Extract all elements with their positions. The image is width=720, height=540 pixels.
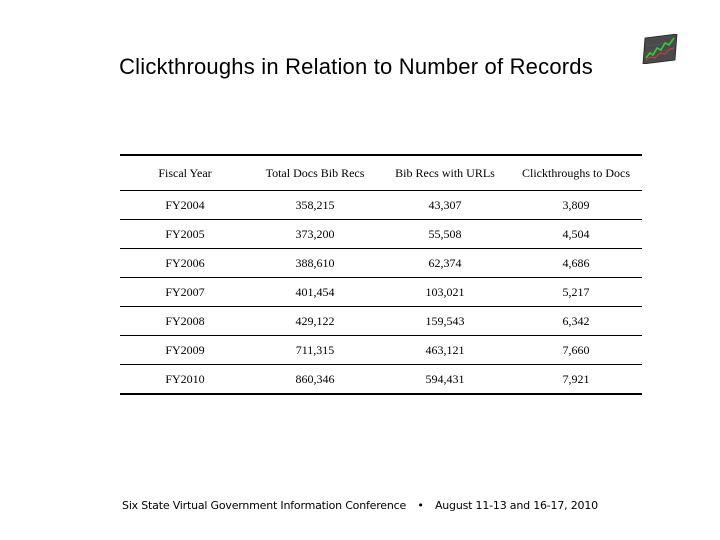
cell-bib-recs-urls: 55,508 <box>380 220 510 249</box>
cell-fiscal-year: FY2005 <box>120 220 250 249</box>
footer-dates: August 11-13 and 16-17, 2010 <box>434 499 598 512</box>
cell-clickthroughs: 4,504 <box>510 220 642 249</box>
cell-bib-recs-urls: 62,374 <box>380 249 510 278</box>
cell-bib-recs-urls: 43,307 <box>380 191 510 220</box>
cell-bib-recs-urls: 159,543 <box>380 307 510 336</box>
cell-total-docs: 429,122 <box>250 307 380 336</box>
cell-clickthroughs: 6,342 <box>510 307 642 336</box>
cell-clickthroughs: 7,921 <box>510 365 642 395</box>
table-row <box>120 278 642 307</box>
cell-total-docs: 373,200 <box>250 220 380 249</box>
cell-clickthroughs: 5,217 <box>510 278 642 307</box>
table-row <box>120 307 642 336</box>
footer-separator: • <box>417 499 424 512</box>
table-row <box>120 336 642 365</box>
header-fiscal-year: Fiscal Year <box>120 155 250 191</box>
cell-clickthroughs: 7,660 <box>510 336 642 365</box>
table-row <box>120 220 642 249</box>
cell-bib-recs-urls: 103,021 <box>380 278 510 307</box>
table-row <box>120 249 642 278</box>
header-total-docs-bib-recs: Total Docs Bib Recs <box>250 155 380 191</box>
table-row <box>120 365 642 395</box>
cell-bib-recs-urls: 594,431 <box>380 365 510 395</box>
header-bib-recs-with-urls: Bib Recs with URLs <box>380 155 510 191</box>
table-header-row <box>120 155 642 191</box>
cell-fiscal-year: FY2009 <box>120 336 250 365</box>
cell-total-docs: 711,315 <box>250 336 380 365</box>
cell-total-docs: 860,346 <box>250 365 380 395</box>
header-clickthroughs-to-docs: Clickthroughs to Docs <box>510 155 642 191</box>
cell-clickthroughs: 4,686 <box>510 249 642 278</box>
clickthrough-table-container <box>120 154 642 395</box>
stock-chart-logo-icon <box>641 34 679 64</box>
cell-clickthroughs: 3,809 <box>510 191 642 220</box>
cell-bib-recs-urls: 463,121 <box>380 336 510 365</box>
cell-total-docs: 358,215 <box>250 191 380 220</box>
cell-fiscal-year: FY2007 <box>120 278 250 307</box>
clickthrough-table <box>120 154 642 395</box>
slide-title: Clickthroughs in Relation to Number of Records <box>119 54 593 79</box>
slide-footer <box>0 499 720 512</box>
cell-fiscal-year: FY2010 <box>120 365 250 395</box>
cell-total-docs: 401,454 <box>250 278 380 307</box>
cell-total-docs: 388,610 <box>250 249 380 278</box>
table-row <box>120 191 642 220</box>
cell-fiscal-year: FY2008 <box>120 307 250 336</box>
footer-conference-name: Six State Virtual Government Information Conference <box>122 499 407 512</box>
cell-fiscal-year: FY2006 <box>120 249 250 278</box>
cell-fiscal-year: FY2004 <box>120 191 250 220</box>
